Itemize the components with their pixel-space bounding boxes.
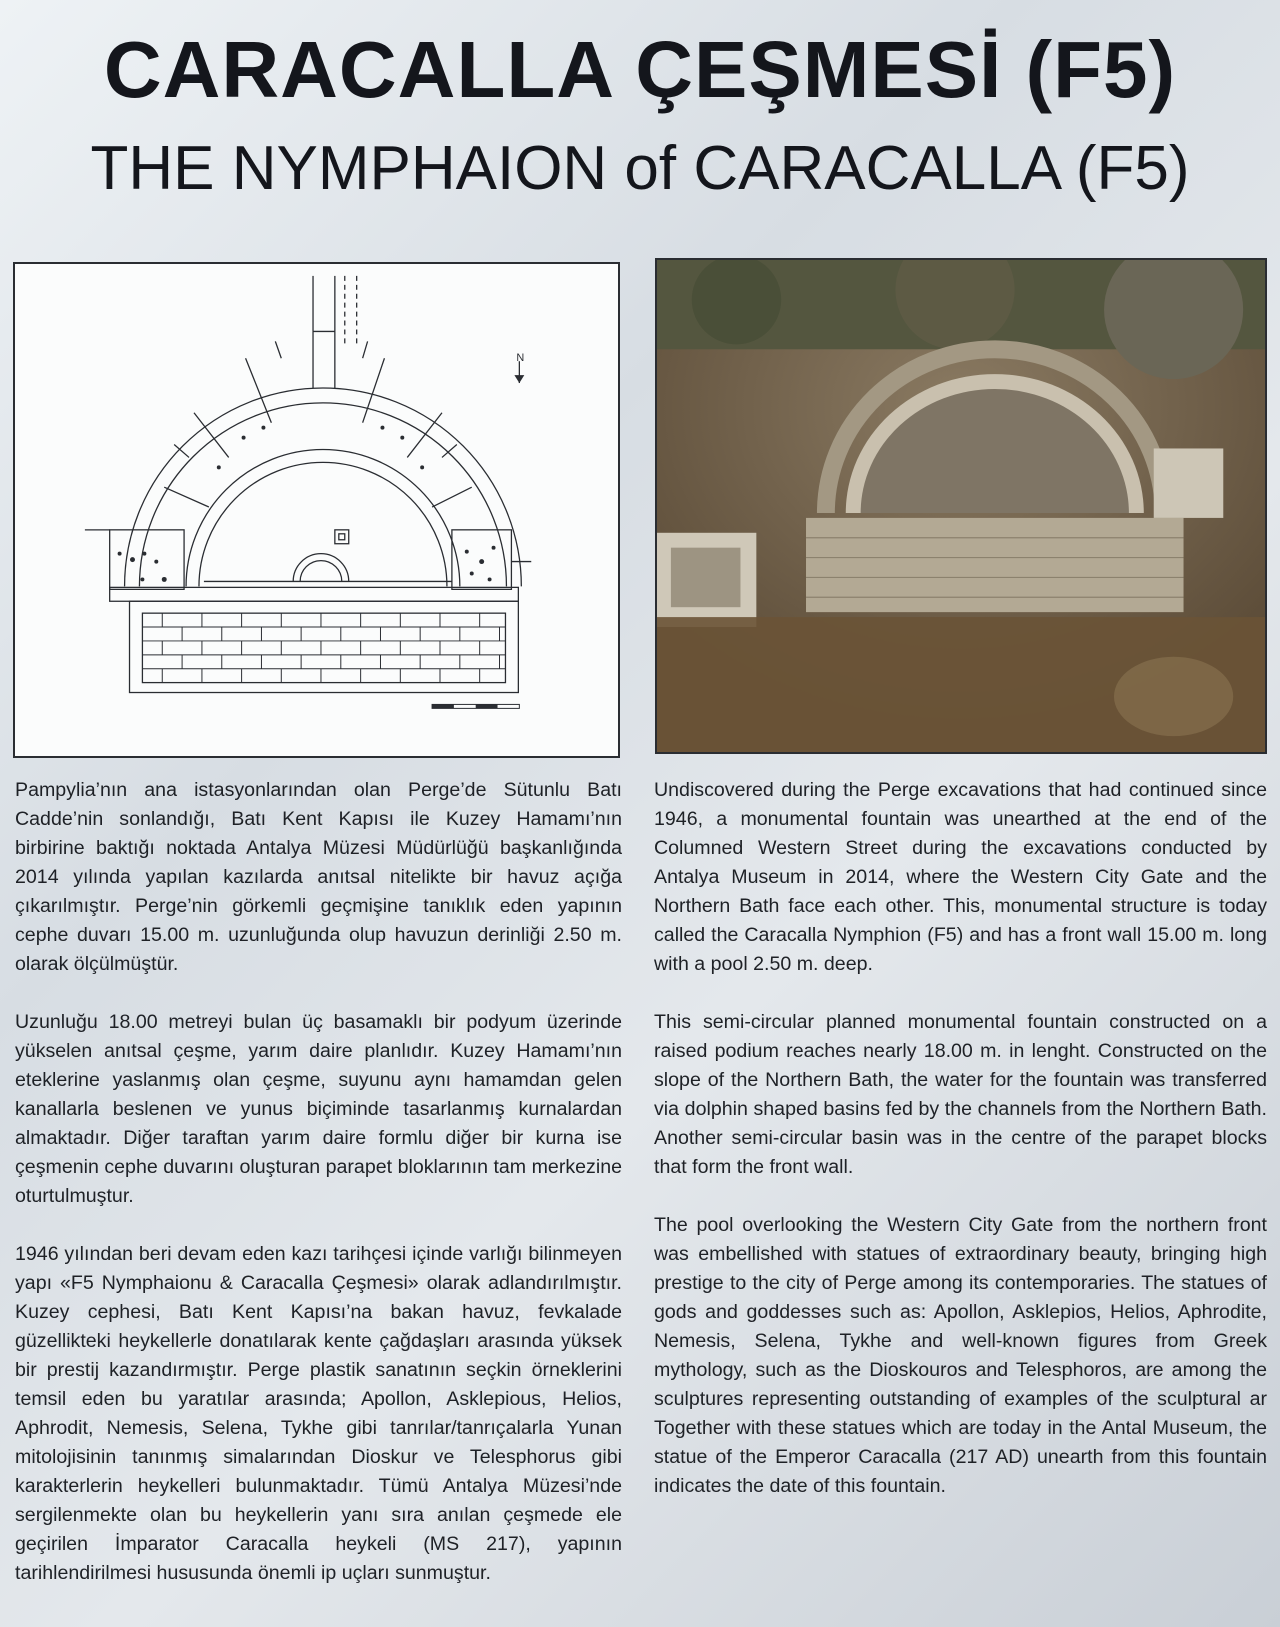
paragraph-tr-3: 1946 yılından beri devam eden kazı tarihçesi içinde varlığı bilinmeyen yapı «F5 Nymphaionu & Caracalla Çeşmesi» olarak adlandırılmıştır. Kuzey cephesi, Batı Kent Kapısı’na bakan havuz, fevkalade güzellikteki heykellerle donatılarak kente çağdaşları arasında yüksek bir prestij kazandırmıştır. Perge plastik sanatının seçkin örneklerini temsil eden bu yaratılar arasında; Apollon, Asklepious, Helios, Aphrodit, Nemesis, Selena, Tykhe gibi tanrılar/tanrıçalarla Yunan mitolojisinin tanınmış simalarından Dioskur ve Telesphorus gibi karakterlerin heykelleri bulunmaktadır. Tümü Antalya Müzesi’nde sergilenmekte olan bu heykellerin yanı sıra anılan çeşmede ele geçirilen İmparator Caracalla heykeli (MS 217), yapının tarihlendirilmesi hususunda önemli ip uçları sunmuştur. xyxy=(15,1243,622,1584)
paragraph-tr-2: Uzunluğu 18.00 metreyi bulan üç basamaklı bir podyum üzerinde yükselen anıtsal çeşme, yarım daire planlıdır. Kuzey Hamamı’nın eteklerine yaslanmış olan çeşme, suyunu aynı hamamdan gelen kanallarla beslenen ve yunus biçiminde tasarlanmış kurnalardan almaktadır. Diğer taraftan yarım daire formlu diğer bir kurna ise çeşmenin cephe duvarını oluşturan parapet bloklarının tam merkezine oturtulmuştur. xyxy=(15,1011,622,1207)
title-turkish: CARACALLA ÇEŞMESİ (F5) xyxy=(103,25,1177,114)
paragraph-en-2: This semi-circular planned monumental fountain constructed on a raised podium reaches nearly 18.00 m. in lenght. Constructed on the slope of the Northern Bath, the water for the fountain was transferred via dolphin shaped basins fed by the channels from the Northern Bath. Another semi-circular basin was in the centre of the parapet blocks that form the front wall. xyxy=(654,1011,1267,1178)
aerial-photo xyxy=(655,258,1267,754)
plan-drawing xyxy=(13,262,620,758)
paragraph-en-3: The pool overlooking the Western City Gate from the northern front was embellished with statues of extraordinary beauty, bringing high prestige to the city of Perge among its contemporaries. The statues of gods and goddesses such as: Apollon, Asklepios, Helios, Aphrodite, Nemesis, Selena, Tykhe and well-known figures from Greek mythology, such as the Dioskouros and Telesphoros, are among the sculptures representing outstanding of examples of the sculptural ar Together with these statues which are today in the Antal Museum, the statue of the Emperor Caracalla (217 AD) unearth from this fountain indicates the date of this fountain. xyxy=(654,1214,1267,1497)
text-column-turkish xyxy=(15,776,622,1617)
plan-svg xyxy=(15,264,618,756)
aerial-photo-svg xyxy=(657,260,1265,752)
north-label: N xyxy=(516,352,525,365)
north-arrow-icon xyxy=(514,352,524,383)
paragraph-tr-1: Pampylia’nın ana istasyonlarından olan Perge’de Sütunlu Batı Cadde’nin sonlandığı, Batı Kent Kapısı ile Kuzey Hamamı’nın birbirine baktığı noktada Antalya Müzesi Müdürlüğü başkanlığında 2014 yılında yapılan kazılarda anıtsal nitelikte bir havuz açığa çıkarılmıştır. Perge’nin görkemli geçmişine tanıklık eden yapının cephe duvarı 15.00 m. uzunluğunda olup havuzun derinliği 2.50 m. olarak ölçülmüştür. xyxy=(15,779,622,975)
title-english: THE NYMPHAION of CARACALLA (F5) xyxy=(90,134,1190,203)
text-column-english xyxy=(654,776,1267,1530)
paragraph-en-1: Undiscovered during the Perge excavations that had continued since 1946, a monumental fountain was unearthed at the end of the Columned Western Street during the excavations conducted by Antalya Museum in 2014, where the Western City Gate and the Northern Bath face each other. This, monumental structure is today called the Caracalla Nymphion (F5) and has a front wall 15.00 m. long with a pool 2.50 m. deep. xyxy=(654,779,1267,975)
scale-bar xyxy=(432,704,519,708)
